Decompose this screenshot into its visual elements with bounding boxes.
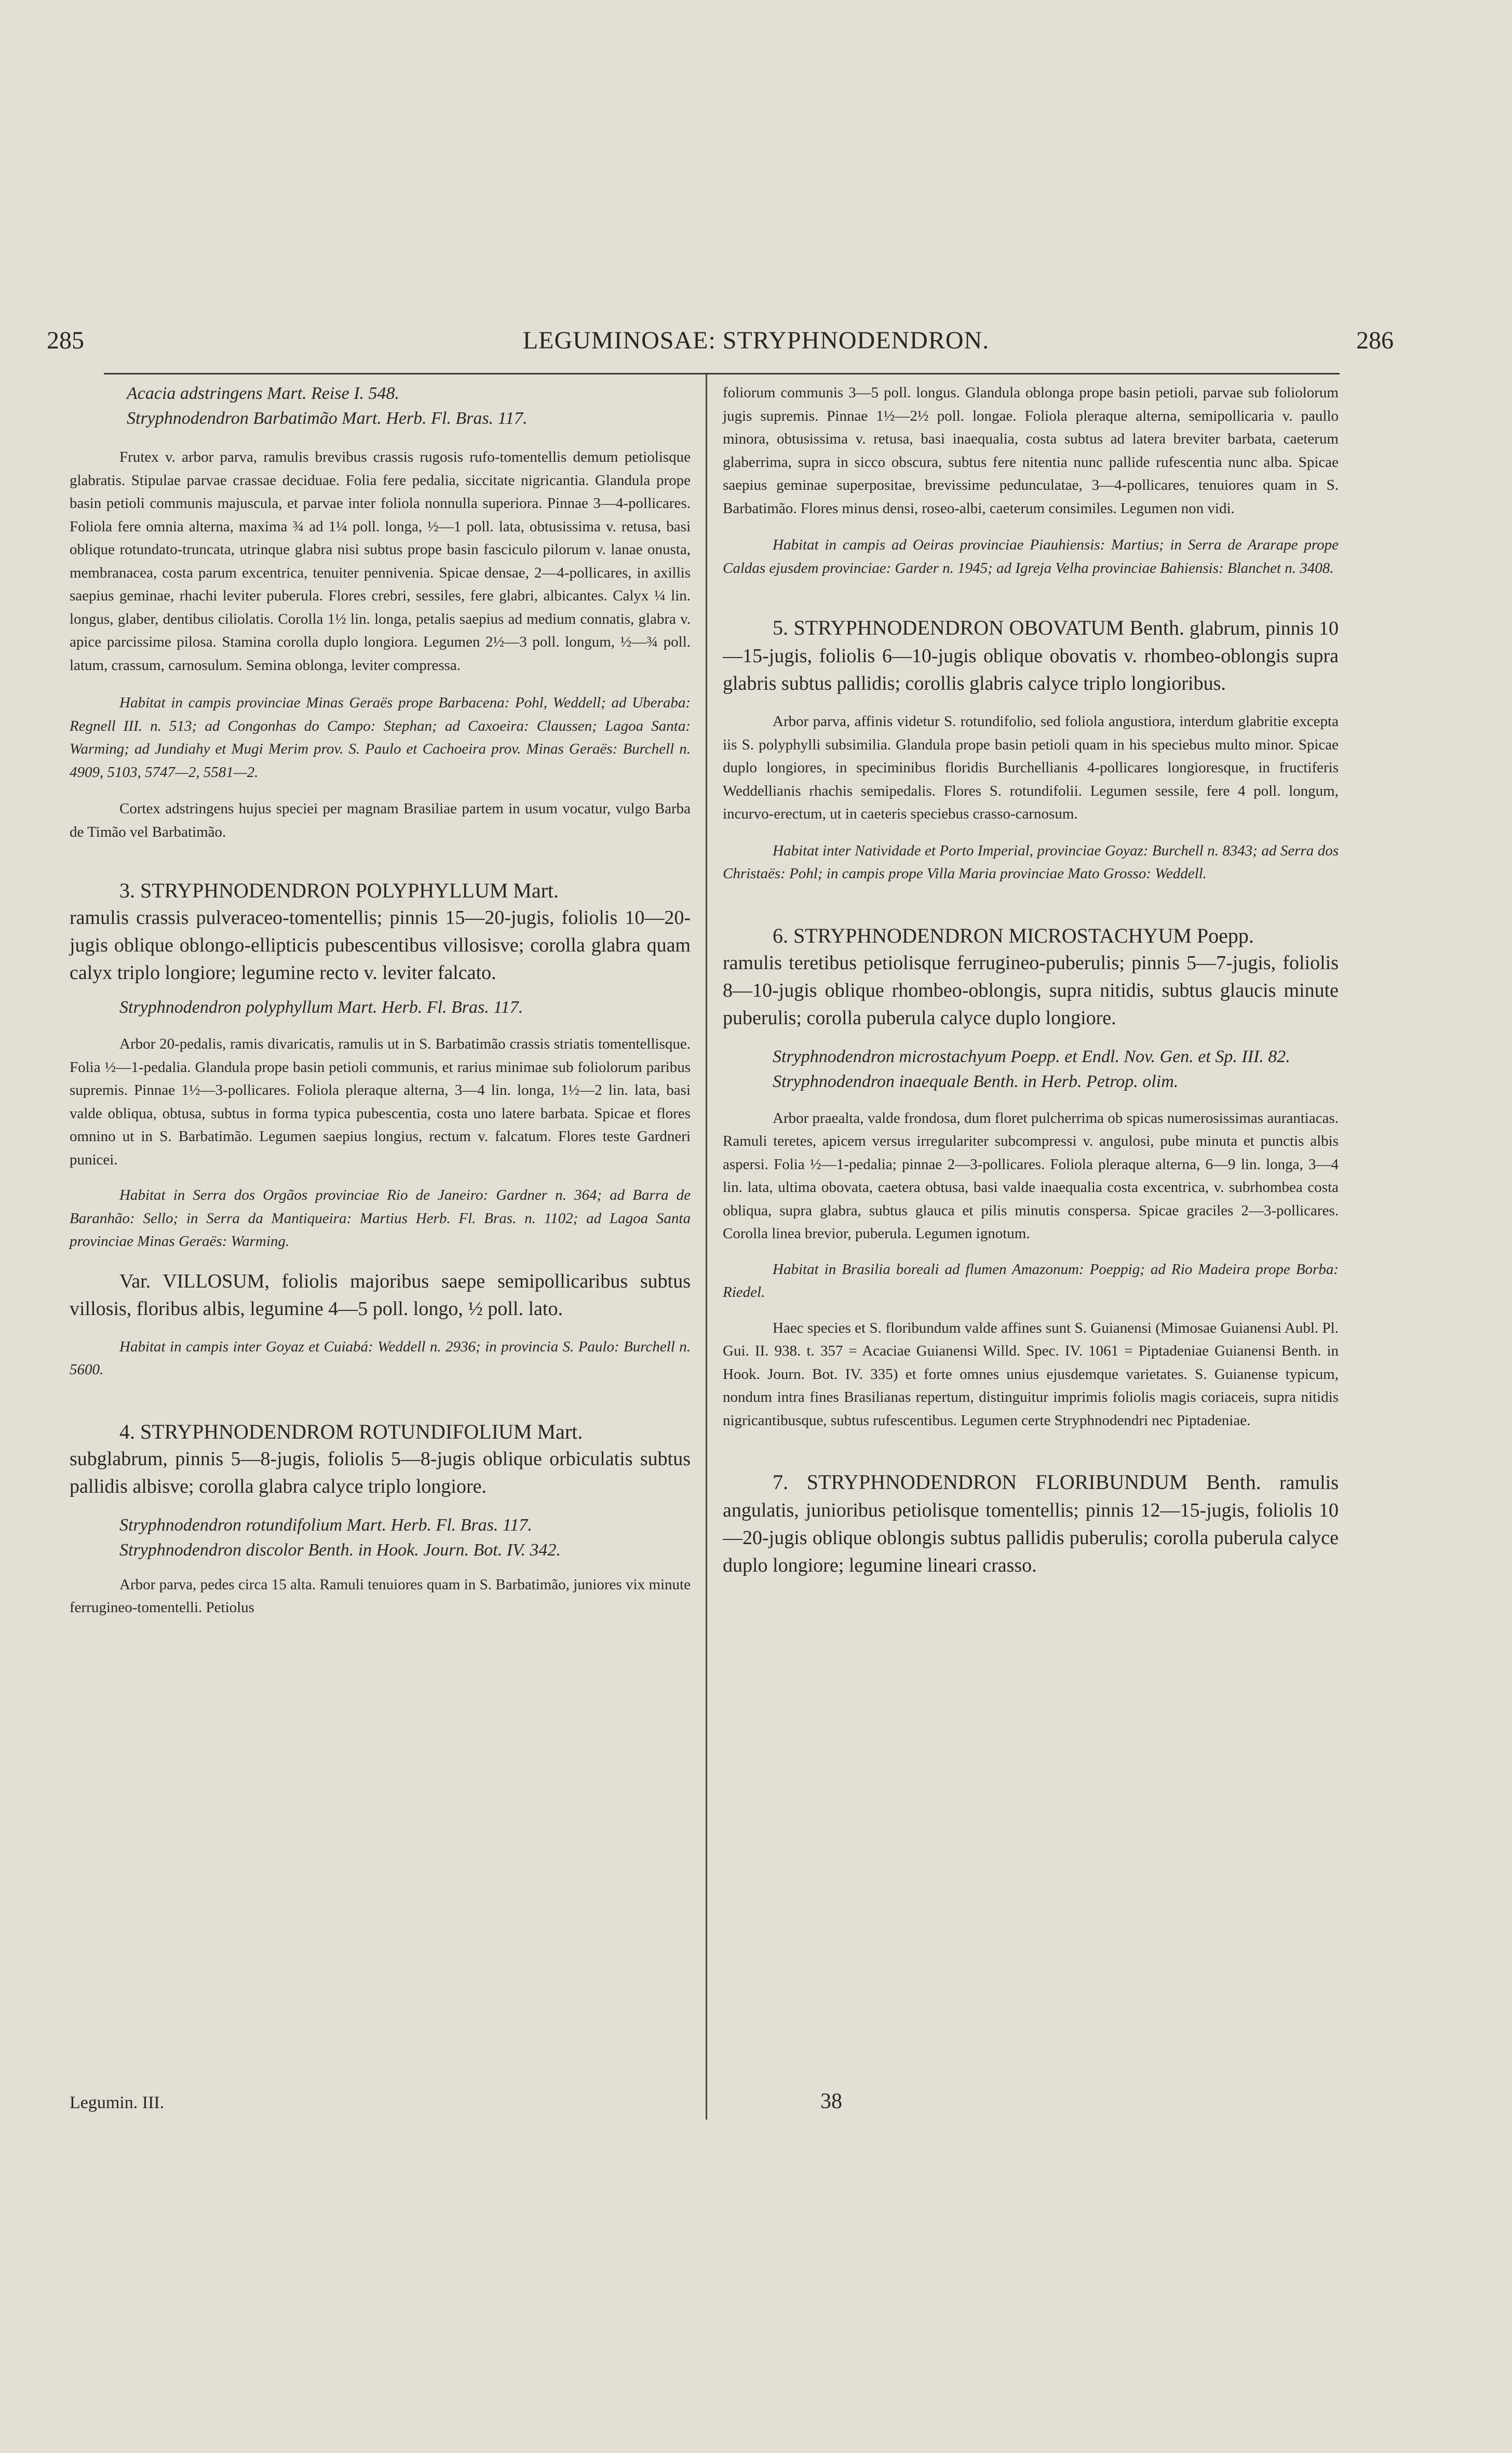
- signature-number: 38: [820, 2089, 842, 2113]
- species-heading: 4. STRYPHNODENDROM ROTUNDIFOLIUM Mart.: [119, 1419, 583, 1443]
- description: Arbor parva, pedes circa 15 alta. Ramuli tenuiores quam in S. Barbatimão, juniores vix minute ferrugineo-tomentelli. Petiolus: [70, 1576, 691, 1616]
- species-heading: 3. STRYPHNODENDRON POLYPHYLLUM Mart.: [119, 879, 559, 902]
- species-heading: 7. STRYPHNODENDRON FLORIBUNDUM Benth.: [773, 1470, 1261, 1494]
- header-rule: [104, 373, 1340, 374]
- species-diagnosis: subglabrum, pinnis 5—8-jugis, foliolis 5—8-jugis oblique orbiculatis subtus pallidis albisve; corolla glabra calyce triplo longiore.: [70, 1447, 691, 1497]
- species-diagnosis: ramulis angulatis, junioribus petiolisque tomentellis; pinnis 12—15-jugis, foliolis 10—20-jugis oblique oblongis subtus pallidis puberulis; corolla puberula calyce duplo longiore; legumine lineari crasso.: [723, 1472, 1339, 1576]
- left-column: [70, 381, 691, 1619]
- running-header: [0, 326, 1512, 368]
- page-number-left: 285: [47, 327, 84, 354]
- synonym: Stryphnodendron inaequale Benth. in Herb. Petrop. olim.: [773, 1071, 1179, 1091]
- description: foliorum communis 3—5 poll. longus. Glandula oblonga prope basin petioli, parvae sub foliolorum jugis supremis. Pinnae 1½—2½ poll. longae. Foliola pleraque alterna, semipollicaria v. paullo minora, obtusissima v. retusa, basi inaequalia, costa subtus ad latera breviter barbata, caeterum glaberrima, supra in sicco obscura, subtus fere nitentia nunc pallide rufescentia nunc alba. Spicae saepius geminae superpositae, brevissime pedunculatae, 3—4-pollicares, tenuiores quam in S. Barbatimão. Flores minus densi, roseo-albi, caeterum consimiles. Legumen non vidi.: [723, 384, 1339, 517]
- signature-mark: Legumin. III.: [70, 2093, 165, 2112]
- column-divider: [706, 374, 707, 2120]
- habitat: Habitat in campis provinciae Minas Geraës prope Barbacena: Pohl, Weddell; ad Uberaba: Regnell III. n. 513; ad Congonhas do Campo: Stephan; ad Caxoeira: Claussen; Lagoa Santa: Warming; ad Jundiahy et Mugi Merim prov. S. Paulo et Cachoeira prov. Minas Geraës: Burchell n. 4909, 5103, 5747—2, 5581—2.: [70, 694, 691, 781]
- synonym: Stryphnodendron rotundifolium Mart. Herb. Fl. Bras. 117.: [119, 1515, 532, 1535]
- description: Arbor 20-pedalis, ramis divaricatis, ramulis ut in S. Barbatimão crassis striatis tomentellisque. Folia ½—1-pedalia. Glandula prope basin petioli communis, et rarius minimae sub foliolorum paribus supremis. Pinnae 1½—3-pollicares. Foliola pleraque alterna, 3—4 lin. longa, 1½—2 lin. lata, basi valde obliqua, obtusa, subtus in forma typica pubescentia, costa uno latere barbata. Spicae et flores omnino ut in S. Barbatimão. Legumen saepius longius, rectum v. falcatum. Flores teste Gardneri punicei.: [70, 1036, 691, 1168]
- variety: Var. VILLOSUM, foliolis majoribus saepe semipollicaribus subtus villosis, floribus albis, legumine 4—5 poll. longo, ½ poll. lato.: [70, 1270, 691, 1320]
- species-heading: 5. STRYPHNODENDRON OBOVATUM Benth.: [773, 616, 1185, 639]
- synonym: Stryphnodendron polyphyllum Mart. Herb. Fl. Bras. 117.: [119, 998, 523, 1017]
- habitat: Habitat inter Natividade et Porto Imperial, provinciae Goyaz: Burchell n. 8343; ad Serra dos Christaës: Pohl; in campis prope Villa Maria provinciae Mato Grosso: Weddell.: [723, 842, 1339, 882]
- habitat: Habitat in campis ad Oeiras provinciae Piauhiensis: Martius; in Serra de Ararape prope Caldas ejusdem provinciae: Garder n. 1945; ad Igreja Velha provinciae Bahiensis: Blanchet n. 3408.: [723, 537, 1339, 577]
- note: Cortex adstringens hujus speciei per magnam Brasiliae partem in usum vocatur, vulgo Barba de Timão vel Barbatimão.: [70, 800, 691, 840]
- species-heading: 6. STRYPHNODENDRON MICROSTACHYUM Poepp.: [773, 923, 1254, 947]
- species-diagnosis: ramulis teretibus petiolisque ferrugineo-puberulis; pinnis 5—7-jugis, foliolis 8—10-jugis oblique rhombeo-oblongis, supra nitidis, subtus glaucis minute puberulis; corolla puberula calyce duplo longiore.: [723, 951, 1339, 1029]
- description: Frutex v. arbor parva, ramulis brevibus crassis rugosis rufo-tomentellis demum petiolisque glabratis. Stipulae parvae crassae deciduae. Folia fere pedalia, siccitate nigricantia. Glandula prope basin petioli communis majuscula, et parvae inter foliola nonnulla superiora. Pinnae 3—4-pollicares. Foliola fere omnia alterna, maxima ¾ ad 1¼ poll. longa, ½—1 poll. lata, obtusissima v. retusa, basi oblique rotundato-truncata, utrinque glabra nisi subtus prope basin fasciculo pilorum v. lanae onusta, membranacea, costa parum excentrica, tenuiter pennivenia. Spicae densae, 2—4-pollicares, in axillis saepius geminae, rhachi leviter puberula. Flores crebri, sessiles, fere glabri, albicantes. Calyx ¼ lin. longus, glaber, dentibus ciliolatis. Corolla 1½ lin. longa, petalis saepius ad medium connatis, glabra v. apice parcissime pilosa. Stamina corolla duplo longiora. Legumen 2½—3 poll. longum, ½—¾ poll. latum, crassum, carnosulum. Semina oblonga, leviter compressa.: [70, 449, 691, 674]
- synonym: Stryphnodendron discolor Benth. in Hook. Journ. Bot. IV. 342.: [119, 1540, 561, 1560]
- species-diagnosis: ramulis crassis pulveraceo-tomentellis; pinnis 15—20-jugis, foliolis 10—20-jugis oblique oblongo-ellipticis pubescentibus villosisve; corolla glabra quam calyx triplo longiore; legumine recto v. leviter falcato.: [70, 907, 691, 984]
- running-title: LEGUMINOSAE: STRYPHNODENDRON.: [522, 327, 990, 354]
- habitat: Habitat in Brasilia boreali ad flumen Amazonum: Poeppig; ad Rio Madeira prope Borba: Riedel.: [723, 1261, 1339, 1301]
- description: Arbor parva, affinis videtur S. rotundifolio, sed foliola angustiora, interdum glabritie excepta iis S. polyphylli subsimilia. Glandula prope basin petioli quam in his speciebus multo minor. Spicae duplo longiores, in speciminibus floridis Burchellianis 4-pollicares longioresque, in fructiferis Weddellianis rhachis semipedalis. Flores S. rotundifolii. Legumen sessile, fere 4 poll. longum, incurvo-erectum, ut in caeteris speciebus crasso-carnosum.: [723, 713, 1339, 822]
- description: Arbor praealta, valde frondosa, dum floret pulcherrima ob spicas numerosissimas aurantiacas. Ramuli teretes, apicem versus irregulariter subcompressi v. angulosi, pube minuta et punctis albis aspersi. Folia ½—1-pedalia; pinnae 2—3-pollicares. Foliola pleraque alterna, 6—9 lin. longa, 3—4 lin. lata, ultima obovata, caetera obtusa, basi valde inaequalia costa excentrica, v. subrhombea costa obliqua, supra glabra, subtus glauca et pilis minutis conspersa. Spicae graciles 2—3-pollicares. Corolla linea brevior, puberula. Legumen ignotum.: [723, 1109, 1339, 1242]
- habitat: Habitat in Serra dos Orgãos provinciae Rio de Janeiro: Gardner n. 364; ad Barra de Baranhão: Sello; in Serra da Mantiqueira: Martius Herb. Fl. Bras. n. 1102; ad Lagoa Santa provinciae Minas Geraës: Warming.: [70, 1187, 691, 1250]
- habitat: Habitat in campis inter Goyaz et Cuiabá: Weddell n. 2936; in provincia S. Paulo: Burchell n. 5600.: [70, 1338, 691, 1378]
- species-entry: [723, 1468, 1339, 1579]
- synonym: Stryphnodendron Barbatimão Mart. Herb. Fl. Bras. 117.: [127, 409, 528, 428]
- right-column: [723, 381, 1339, 1579]
- species-diagnosis: glabrum, pinnis 10—15-jugis, foliolis 6—10-jugis oblique obovatis v. rhombeo-oblongis supra glabris subtus pallidis; corollis glabris calyce triplo longioribus.: [723, 618, 1339, 694]
- page-number-right: 286: [1356, 327, 1394, 354]
- species-entry: [723, 614, 1339, 698]
- synonym: Acacia adstringens Mart. Reise I. 548.: [127, 384, 400, 403]
- note: Haec species et S. floribundum valde affines sunt S. Guianensi (Mimosae Guianensi Aubl. Pl. Gui. II. 938. t. 357 = Acaciae Guianensi Willd. Spec. IV. 1061 = Piptadeniae Guianensi Benth. in Hook. Journ. Bot. IV. 335) et forte omnes unius ejusdemque varietates. S. Guianense typicum, nondum intra fines Brasilianas repertum, distinguitur imprimis foliolis magis coriaceis, supra nitidis nigricantibusque, subtus rufescentibus. Legumen certe Stryphnodendri nec Piptadeniae.: [723, 1319, 1339, 1429]
- synonym: Stryphnodendron microstachyum Poepp. et Endl. Nov. Gen. et Sp. III. 82.: [773, 1047, 1290, 1066]
